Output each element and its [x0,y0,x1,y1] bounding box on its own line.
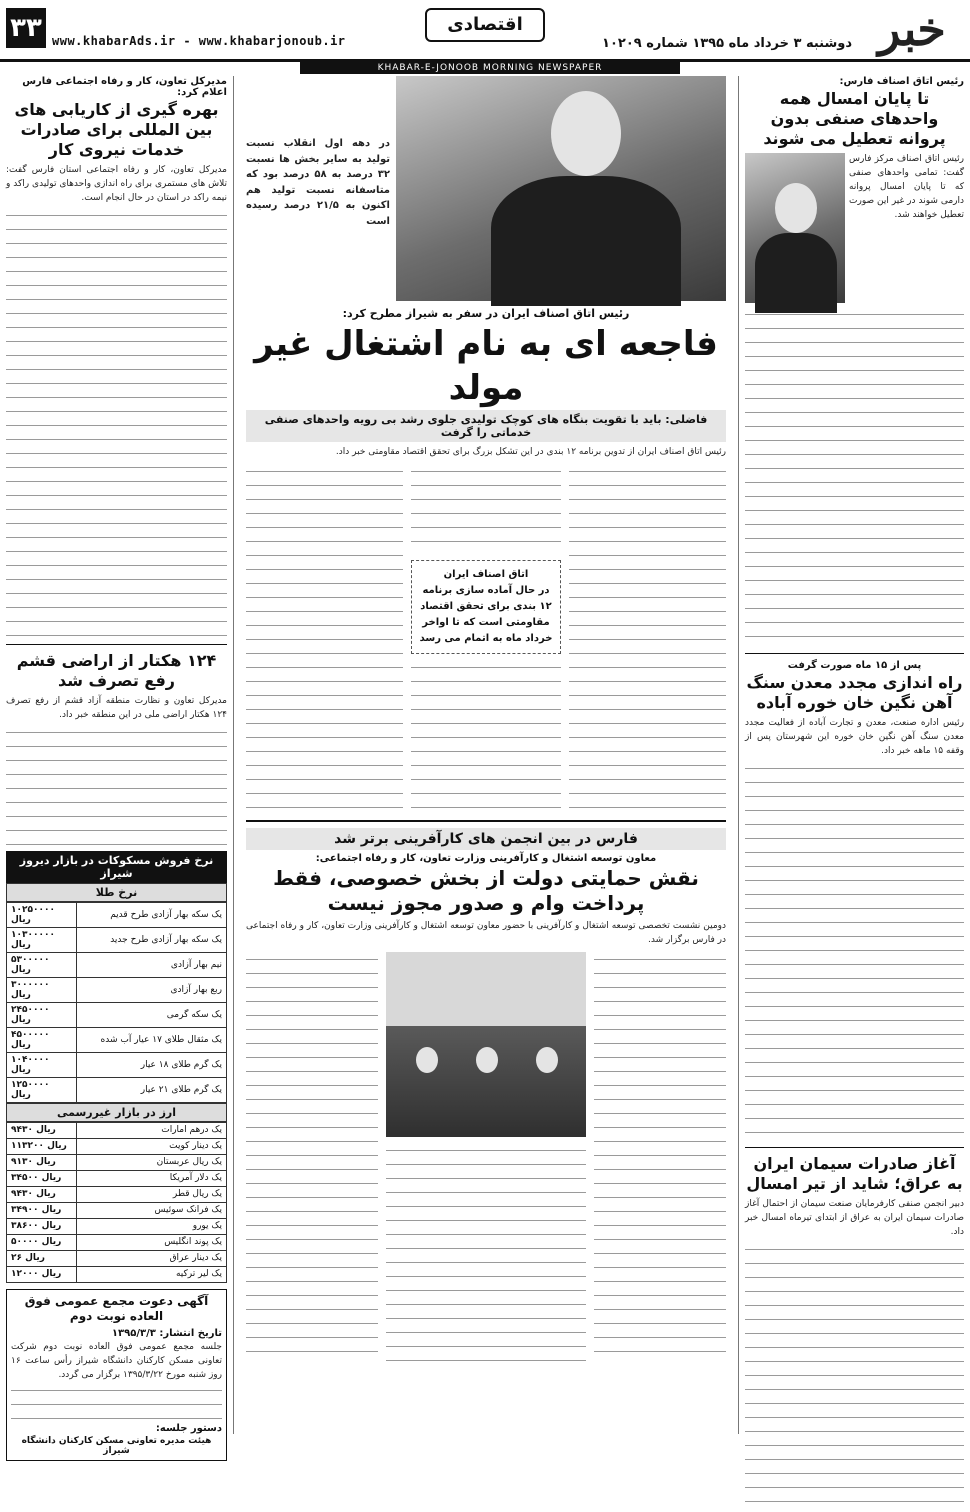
divider [745,653,964,654]
main-photo [396,76,726,301]
rate-price: ۲۶ ریال [7,1250,77,1266]
article-headline: بهره گیری از کاریابی های بین المللی برای صادرات خدمات نیروی کار [14,100,219,159]
article-headline: آغاز صادرات سیمان ایران به عراق؛ شاید از تیر امسال [746,1153,963,1193]
article-body: مدیرکل تعاون، کار و رفاه اجتماعی استان فارس گفت: تلاش های مستمری برای راه اندازی واحدهای تولیدی راکد و نیمه راکد در استان در حال انجام است. [6,165,227,203]
gold-rates [6,902,227,1103]
article-text-lines [246,952,378,1362]
site-urls[interactable]: www.khabarAds.ir - www.khabarjonoub.ir [52,34,346,48]
rate-row [7,1002,227,1027]
article-kicker: مدیرکل تعاون، کار و رفاه اجتماعی فارس اعلام کرد: [22,76,227,98]
rate-price: ۱۱۳۲۰۰ ریال [7,1138,77,1154]
rate-label: یک دینار عراق [77,1250,227,1266]
rate-label: یک سکه بهار آزادی طرح جدید [77,927,227,952]
rate-label: ربع بهار آزادی [77,977,227,1002]
main-subhead: فاضلی: باید با تقویت بنگاه های کوچک تولیدی جلوی رشد بی رویه واحدهای صنفی خدماتی را گرفت [246,410,726,442]
article-text-lines [386,1143,586,1362]
rate-label: یک پوند انگلیس [77,1234,227,1250]
rate-row [7,1218,227,1234]
rate-label: یک یورو [77,1218,227,1234]
article-kicker: پس از ۱۵ ماه صورت گرفت [787,660,922,671]
rate-price: ۲۴۵۰۰۰۰ ریال [7,1002,77,1027]
main-headline: فاجعه ای به نام اشتغال غیر مولد [254,324,718,409]
article-headline: راه اندازی مجدد معدن سنگ آهن نگین خان خوره آباده [746,673,963,712]
second-subhead: معاون توسعه اشتغال و کارآفرینی وزارت تعاون، کار و رفاه اجتماعی: [315,853,657,865]
rate-price: ۳۴۹۰۰ ریال [7,1202,77,1218]
rate-row [7,1122,227,1138]
panelist-head [476,1047,498,1073]
portrait-photo [745,153,845,303]
rate-row [7,1250,227,1266]
rate-label: یک سکه گرمی [77,1002,227,1027]
article-text-lines [745,307,964,647]
fx-header: ارز در بازار غیررسمی [6,1103,227,1122]
rate-price: ۴۵۰۰۰۰۰ ریال [7,1027,77,1052]
article-text-lines [569,464,726,814]
article-text-lines [594,952,726,1362]
notice-signature: هیئت مدیره تعاونی مسکن کارکنان دانشگاه شیراز [21,1435,212,1456]
rate-row [7,977,227,1002]
article-text-lines [411,464,561,554]
portrait-head [775,183,817,233]
notice-agenda: دستور جلسه: [155,1422,222,1434]
rate-row [7,1138,227,1154]
rates-table [6,851,227,1283]
rate-label: یک ریال قطر [77,1186,227,1202]
second-headline: نقش حمایتی دولت از بخش خصوصی، فقط پرداخت وام و صدور مجوز نیست [273,866,699,916]
gold-header: نرخ طلا [6,883,227,902]
rate-label: یک سکه بهار آزادی طرح قدیم [77,902,227,927]
second-kicker: فارس در بین انجمن های کارآفرینی برتر شد [246,828,726,850]
rate-row [7,1052,227,1077]
article-body: رئیس اداره صنعت، معدن و تجارت آباده از فعالیت مجدد معدن سنگ آهن نگین خان خوره این شهرستان پس از وقفه ۱۵ ماهه خبر داد. [745,718,964,756]
divider [246,820,726,822]
rate-label: یک گرم طلای ۲۱ عیار [77,1077,227,1102]
article-headline: ۱۲۴ هکتار از اراضی قشم رفع تصرف شد [16,650,217,690]
rate-row [7,1154,227,1170]
article-text-lines [745,1242,964,1512]
notice-title: آگهی دعوت مجمع عمومی فوق العاده نوبت دوم [24,1293,209,1323]
rate-row [7,1077,227,1102]
divider [745,1147,964,1148]
article-body: رئیس اتاق اصناف مرکز فارس گفت: تمامی واحدهای صنفی که تا پایان امسال پروانه دارمی شوند در غیر این صورت تعطیل خواهند شد. [849,154,964,220]
article-text-lines [6,725,227,845]
article-kicker: رئیس اتاق اصناف فارس: [839,76,964,87]
article-body: مدیرکل تعاون و نظارت منطقه آزاد قشم از رفع تصرف ۱۲۴ هکتار اراضی ملی در این منطقه خبر داد. [6,695,227,720]
rate-price: ۵۰۰۰۰ ریال [7,1234,77,1250]
rate-price: ۱۰۲۵۰۰۰۰ ریال [7,902,77,927]
rate-label: یک مثقال طلای ۱۷ عیار آب شده [77,1027,227,1052]
section-label: اقتصادی [425,8,545,42]
newspaper-logo: خبر [878,2,946,56]
page-number: ۳۳ [6,8,46,48]
rate-label: یک گرم طلای ۱۸ عیار [77,1052,227,1077]
rate-row [7,1266,227,1282]
photo-caption: در دهه اول انقلاب نسبت تولید به سایر بخش ها نسبت ۳۲ درصد به ۵۸ درصد بود که متاسفانه نسبت تولید هم اکنون به ۲۱/۵ درصد رسیده است [246,138,390,227]
rate-price: ۹۴۳۰ ریال [7,1122,77,1138]
center-column [246,76,726,1434]
rate-label: یک دلار آمریکا [77,1170,227,1186]
rate-price: ۳۴۵۰۰ ریال [7,1170,77,1186]
right-column [738,76,964,1434]
rate-price: ۳۸۶۰۰ ریال [7,1218,77,1234]
article-text-lines [411,660,561,814]
article-kicker: رئیس اتاق اصناف ایران در سفر به شیراز مطرح کرد: [342,307,630,320]
rate-label: یک فرانک سوئیس [77,1202,227,1218]
rate-label: یک لیر ترکیه [77,1266,227,1282]
notice-box [6,1289,227,1461]
rate-label: یک دینار کویت [77,1138,227,1154]
pull-quote [411,560,561,654]
article-body: دومین نشست تخصصی توسعه اشتغال و کارآفرینی با حضور معاون توسعه اشتغال و کارآفرینی وزارت تعاون، کار و رفاه اجتماعی در فارس برگزار شد. [246,921,726,946]
rate-row [7,1027,227,1052]
article-body: رئیس اتاق اصناف ایران از تدوین برنامه ۱۲ بندی در این تشکل بزرگ برای تحقق اقتصاد مقاومتی خبر داد. [335,447,726,458]
masthead [0,0,970,62]
rate-row [7,1202,227,1218]
article-body: دبیر انجمن صنفی کارفرمایان صنعت سیمان از احتمال آغاز صادرات سیمان ایران به عراق از ابتدای تیرماه امسال خبر داد. [745,1198,964,1237]
rate-label: یک ریال عربستان [77,1154,227,1170]
rate-label: یک درهم امارات [77,1122,227,1138]
rate-price: ۵۳۰۰۰۰۰ ریال [7,952,77,977]
notice-date: تاریخ انتشار: ۱۳۹۵/۳/۳ [111,1327,222,1339]
fx-rates [6,1122,227,1283]
article-text-lines [745,761,964,1141]
rate-row [7,902,227,927]
rate-label: نیم بهار آزادی [77,952,227,977]
pull-quote-title: اتاق اصناف ایران [443,569,529,581]
notice-body: جلسه مجمع عمومی فوق العاده نوبت دوم شرکت تعاونی مسکن کارکنان دانشگاه شیراز رأس ساعت ۱۶ روز شنبه مورخ ۱۳۹۵/۳/۲۲ برگزار می گردد. [11,1341,222,1380]
panelist-head [416,1047,438,1073]
english-name-strip: KHABAR-E-JONOOB MORNING NEWSPAPER [300,62,680,74]
rate-row [7,1170,227,1186]
portrait-body [755,233,837,313]
notice-text-lines [11,1383,222,1423]
rate-price: ۱۰۴۰۰۰۰ ریال [7,1052,77,1077]
rate-row [7,1234,227,1250]
rate-price: ۱۰۳۰۰۰۰۰ ریال [7,927,77,952]
rates-table-title: نرخ فروش مسکوکات در بازار دیروز شیراز [6,851,227,883]
rate-price: ۹۱۳۰ ریال [7,1154,77,1170]
speaker-head [551,91,621,176]
article-text-lines [6,208,227,638]
speaker-body [491,176,681,306]
left-column [6,76,234,1456]
rate-price: ۹۴۳۰ ریال [7,1186,77,1202]
rate-price: ۱۲۵۰۰۰۰ ریال [7,1077,77,1102]
article-headline: تا پایان امسال همه واحدهای صنفی بدون پروانه تعطیل می شوند [763,89,946,148]
divider [6,644,227,645]
rate-row [7,927,227,952]
pull-quote-text: در حال آماده سازی برنامه ۱۲ بندی برای تحقق اقتصاد مقاومتی است که تا اواخر خرداد ماه به اتمام می رسد [419,585,553,645]
rate-price: ۱۲۰۰۰ ریال [7,1266,77,1282]
rate-price: ۳۰۰۰۰۰۰ ریال [7,977,77,1002]
issue-date: دوشنبه ۳ خرداد ماه ۱۳۹۵ شماره ۱۰۲۰۹ [602,36,852,51]
rate-row [7,1186,227,1202]
conference-photo [386,952,586,1137]
panelist-head [536,1047,558,1073]
article-text-lines [246,464,403,814]
rate-row [7,952,227,977]
